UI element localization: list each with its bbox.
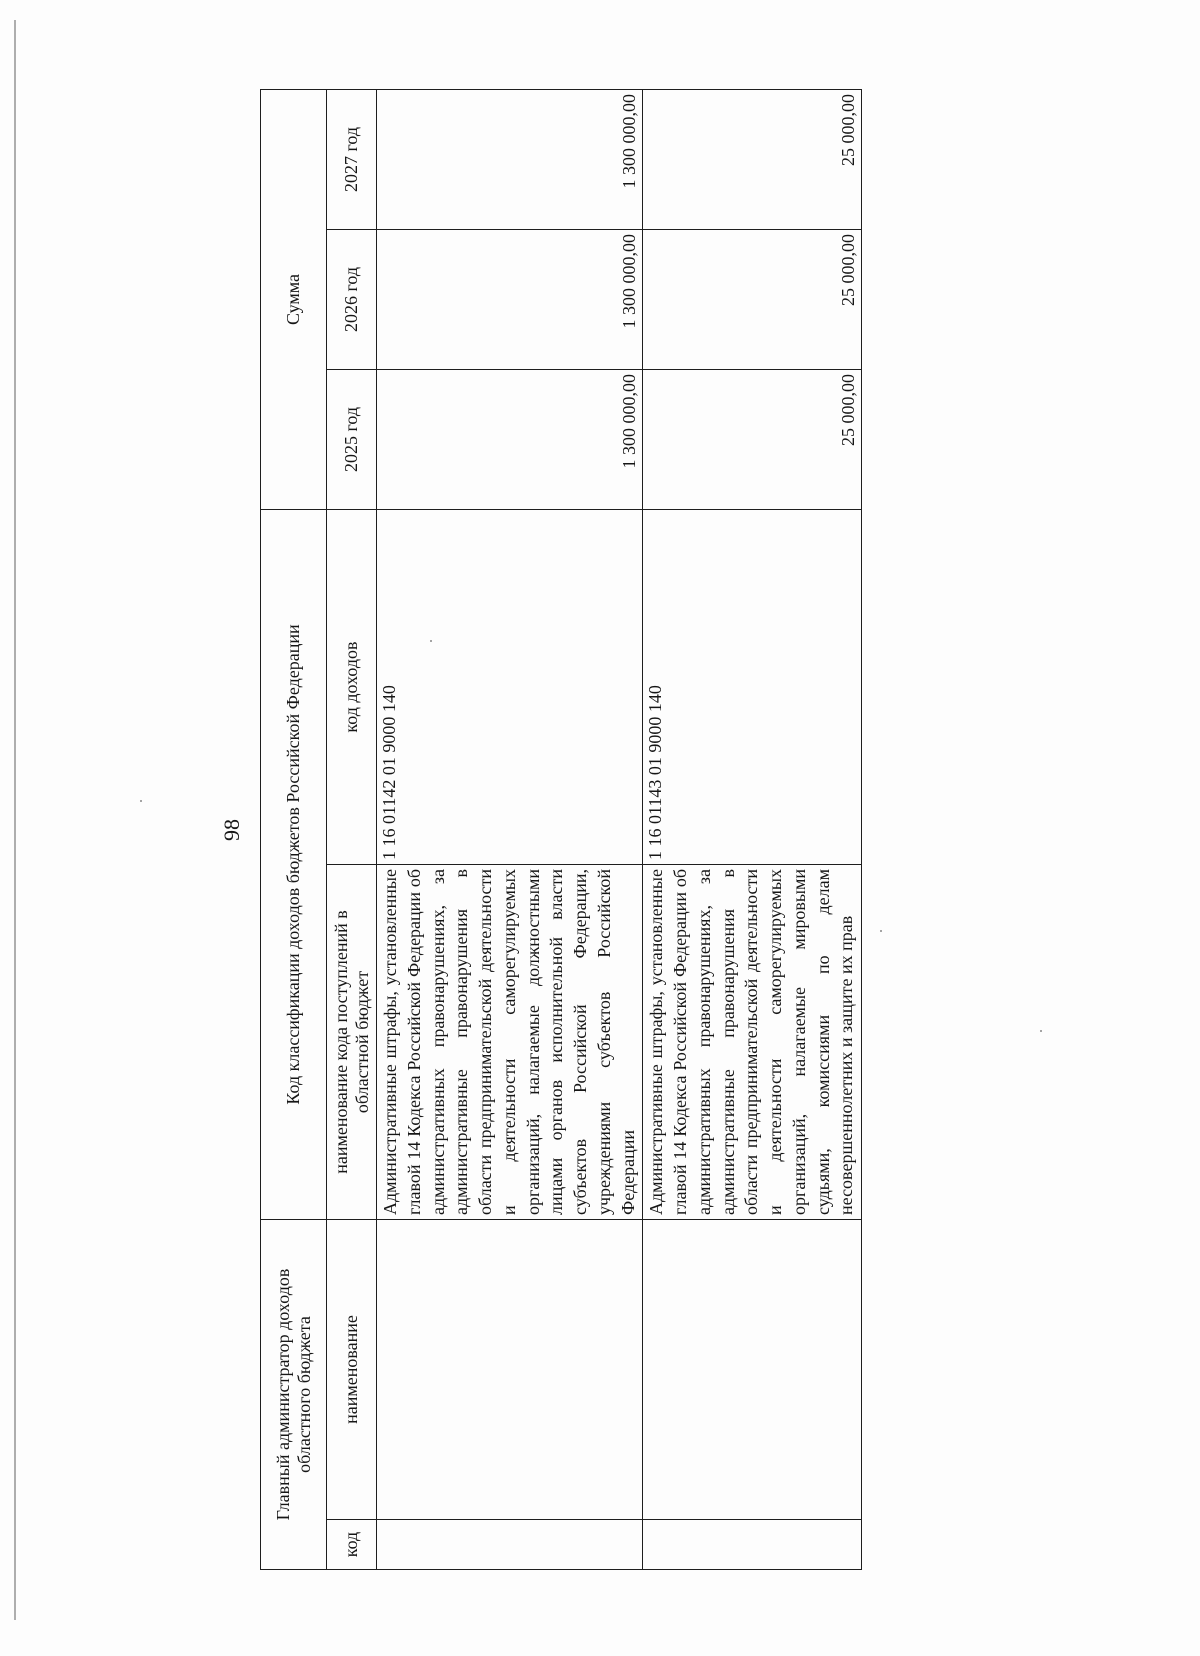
- table-row: [377, 89, 643, 1569]
- row-amount-2025: 25 000,00: [643, 370, 862, 510]
- row-amount-2026: 1 300 000,00: [377, 230, 643, 370]
- page-number: 98: [219, 819, 244, 841]
- row-amount-2026: 25 000,00: [643, 230, 862, 370]
- row-amount-2027: 1 300 000,00: [377, 89, 643, 229]
- row-revenue-name: Административные штрафы, установленные главой 14 Кодекса Российской Федерации об административных правонарушениях, за административные правонарушения в области предпринимательской деятельности и деятельности саморегулируемых организаций, налагаемые должностными лицами органов исполнительной власти субъектов Российской Федерации, учреждениями субъектов Российской Федерации: [377, 865, 643, 1220]
- scan-speck: [1040, 1030, 1042, 1032]
- header-revenue-name: наименование кода поступлений в областной бюджет: [327, 865, 377, 1220]
- header-revenue-code: код доходов: [327, 510, 377, 865]
- header-admin-group: Главный администратор доходов областного бюджета: [261, 1220, 327, 1570]
- table-frame: [260, 89, 862, 1570]
- rotated-landscape-sheet: [210, 80, 970, 1580]
- row-admin-name: [377, 1220, 643, 1520]
- row-revenue-code: 1 16 01143 01 9000 140: [643, 510, 862, 865]
- header-admin-name: наименование: [327, 1220, 377, 1520]
- row-admin-name: [643, 1220, 862, 1520]
- header-year-2025: 2025 год: [327, 370, 377, 510]
- row-amount-2027: 25 000,00: [643, 89, 862, 229]
- header-year-2026: 2026 год: [327, 230, 377, 370]
- header-sum-group: Сумма: [261, 89, 327, 509]
- row-revenue-code: 1 16 01142 01 9000 140: [377, 510, 643, 865]
- row-revenue-name: Административные штрафы, установленные главой 14 Кодекса Российской Федерации об административных правонарушениях, за административные правонарушения в области предпринимательской деятельности и деятельности саморегулируемых организаций, налагаемые мировыми судьями, комиссиями по делам несовершеннолетних и защите их прав: [643, 865, 862, 1220]
- header-admin-code: код: [327, 1520, 377, 1570]
- row-admin-code: [377, 1520, 643, 1570]
- header-classification-group: Код классификации доходов бюджетов Российской Федерации: [261, 510, 327, 1220]
- scan-edge-line: [14, 20, 16, 1620]
- table-row: [643, 89, 862, 1569]
- header-year-2027: 2027 год: [327, 89, 377, 229]
- row-amount-2025: 1 300 000,00: [377, 370, 643, 510]
- row-admin-code: [643, 1520, 862, 1570]
- revenue-table: [260, 89, 862, 1570]
- scan-speck: [140, 800, 142, 802]
